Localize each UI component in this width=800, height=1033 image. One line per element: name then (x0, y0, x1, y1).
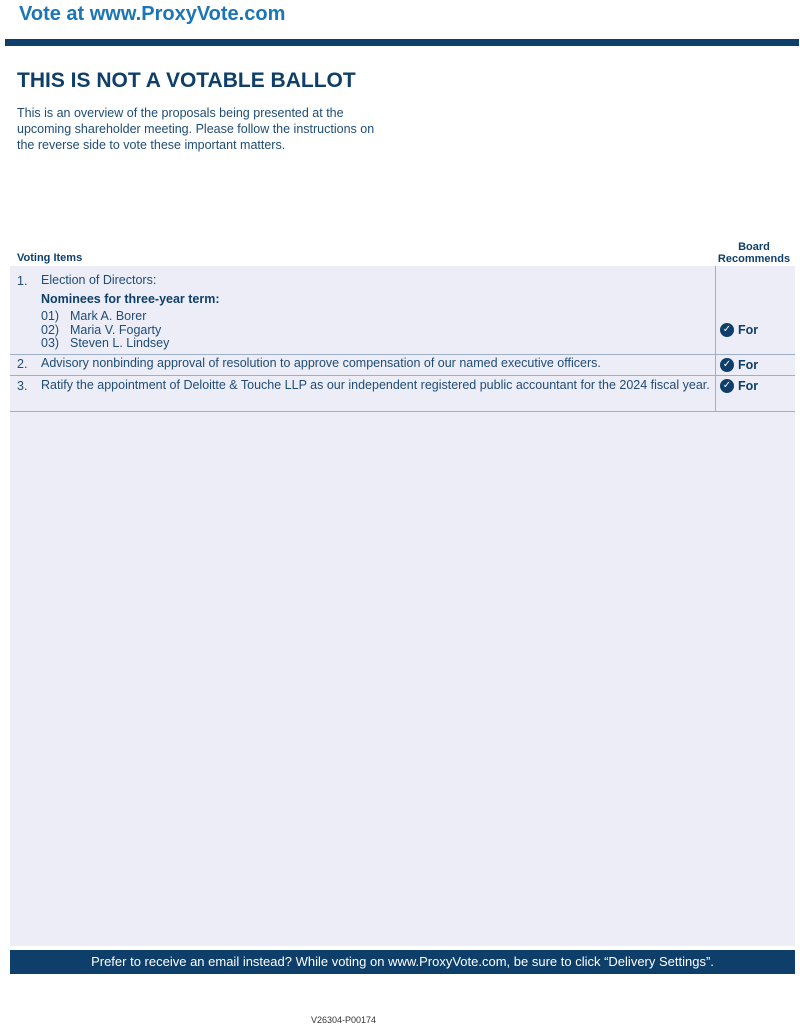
nominee (41, 309, 146, 323)
intro-line: the reverse side to vote these important matters. (17, 138, 286, 152)
nominee-name: Maria V. Fogarty (70, 323, 162, 337)
item-text: Election of Directors: (41, 273, 157, 287)
column-divider (715, 266, 716, 411)
delivery-settings-banner: Prefer to receive an email instead? While voting on www.ProxyVote.com, be sure to click “Delivery Settings”. (10, 950, 795, 974)
nominees-heading: Nominees for three-year term: (41, 292, 220, 306)
item-number: 1. (17, 274, 28, 288)
header-rule (5, 39, 799, 46)
board-recommendation (720, 323, 758, 337)
recommendation-label: For (738, 323, 759, 337)
nominee (41, 336, 169, 350)
item-text: Ratify the appointment of Deloitte & Touche LLP as our independent registered public accountant for the 2024 fiscal year. (41, 378, 710, 392)
intro-line: This is an overview of the proposals being presented at the (17, 106, 344, 120)
nominee-name: Steven L. Lindsey (70, 336, 170, 350)
item-text: Advisory nonbinding approval of resolution to approve compensation of our named executive officers. (41, 356, 601, 370)
intro-text (17, 105, 397, 153)
nominee-number: 01) (41, 309, 60, 323)
intro-line: upcoming shareholder meeting. Please follow the instructions on (17, 122, 375, 136)
recommendation-label: For (738, 379, 759, 393)
nominee-name: Mark A. Borer (70, 309, 147, 323)
board-recommends-line: Board (738, 241, 770, 253)
recommendation-label: For (738, 358, 759, 372)
header-title[interactable]: Vote at www.ProxyVote.com (19, 3, 286, 25)
board-recommends-line: Recommends (717, 253, 791, 265)
board-recommendation (720, 379, 758, 393)
nominee-number: 03) (41, 336, 60, 350)
check-icon: ✓ (720, 323, 734, 337)
check-icon: ✓ (720, 379, 734, 393)
item-number: 3. (17, 379, 28, 393)
board-recommendation (720, 358, 758, 372)
document-code: V26304-P00174 (311, 1015, 377, 1025)
nominee-number: 02) (41, 323, 60, 337)
board-recommends-header (712, 241, 796, 265)
nominee (41, 323, 161, 337)
voting-items-panel (10, 266, 795, 946)
row-divider (10, 354, 795, 355)
page-title: THIS IS NOT A VOTABLE BALLOT (17, 69, 356, 92)
row-divider (10, 375, 795, 376)
check-icon: ✓ (720, 358, 734, 372)
voting-items-header: Voting Items (17, 252, 83, 264)
row-divider (10, 411, 795, 412)
item-number: 2. (17, 357, 28, 371)
